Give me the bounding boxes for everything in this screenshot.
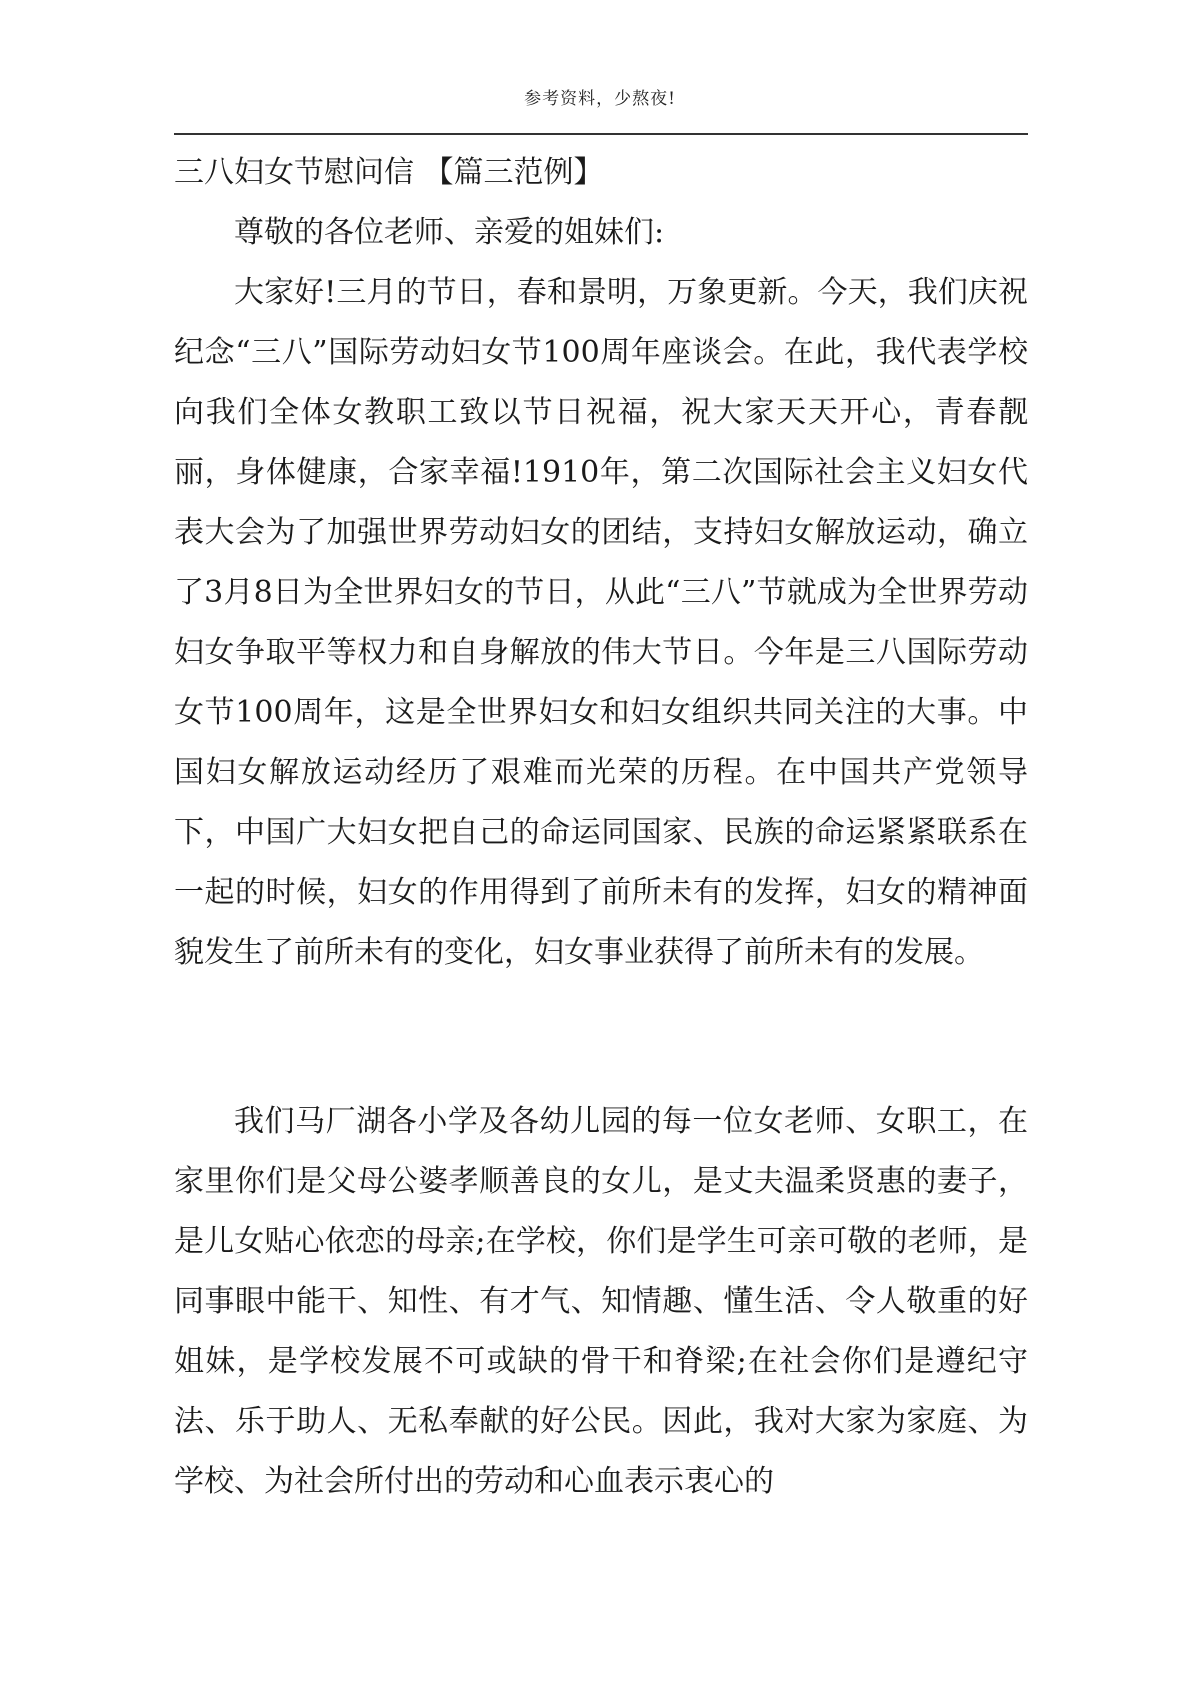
- letter-title: 三八妇女节慰问信 【篇三范例】: [174, 155, 604, 190]
- header-note: 参考资料，少熬夜!: [524, 89, 676, 109]
- letter-greeting: [174, 203, 1028, 263]
- greeting-text: 尊敬的各位老师、亲爱的姐妹们:: [234, 215, 665, 250]
- header-divider: [174, 133, 1028, 135]
- paragraph-text: 大家好!三月的节日，春和景明，万象更新。今天，我们庆祝纪念“三八”国际劳动妇女节100周年座谈会。在此，我代表学校向我们全体女教职工致以节日祝福，祝大家天天开心，青春靓丽，身体健康，合家幸福!1910年，第二次国际社会主义妇女代表大会为了加强世界劳动妇女的团结，支持妇女解放运动，确立了3月8日为全世界妇女的节日，从此“三八”节就成为全世界劳动妇女争取平等权力和自身解放的伟大节日。今年是三八国际劳动女节100周年，这是全世界妇女和妇女组织共同关注的大事。中国妇女解放运动经历了艰难而光荣的历程。在中国共产党领导下，中国广大妇女把自己的命运同国家、民族的命运紧紧联系在一起的时候，妇女的作用得到了前所未有的发挥，妇女的精神面貌发生了前所未有的变化，妇女事业获得了前所未有的发展。: [174, 275, 1028, 970]
- letter-paragraph: [174, 263, 1028, 983]
- letter-paragraph: [174, 1092, 1028, 1512]
- paragraph-text: 我们马厂湖各小学及各幼儿园的每一位女老师、女职工，在家里你们是父母公婆孝顺善良的女儿，是丈夫温柔贤惠的妻子，是儿女贴心依恋的母亲;在学校，你们是学生可亲可敬的老师，是同事眼中能干、知性、有才气、知情趣、懂生活、令人敬重的好姐妹，是学校发展不可或缺的骨干和脊梁;在社会你们是遵纪守法、乐于助人、无私奉献的好公民。因此，我对大家为家庭、为学校、为社会所付出的劳动和心血表示衷心的: [174, 1104, 1028, 1499]
